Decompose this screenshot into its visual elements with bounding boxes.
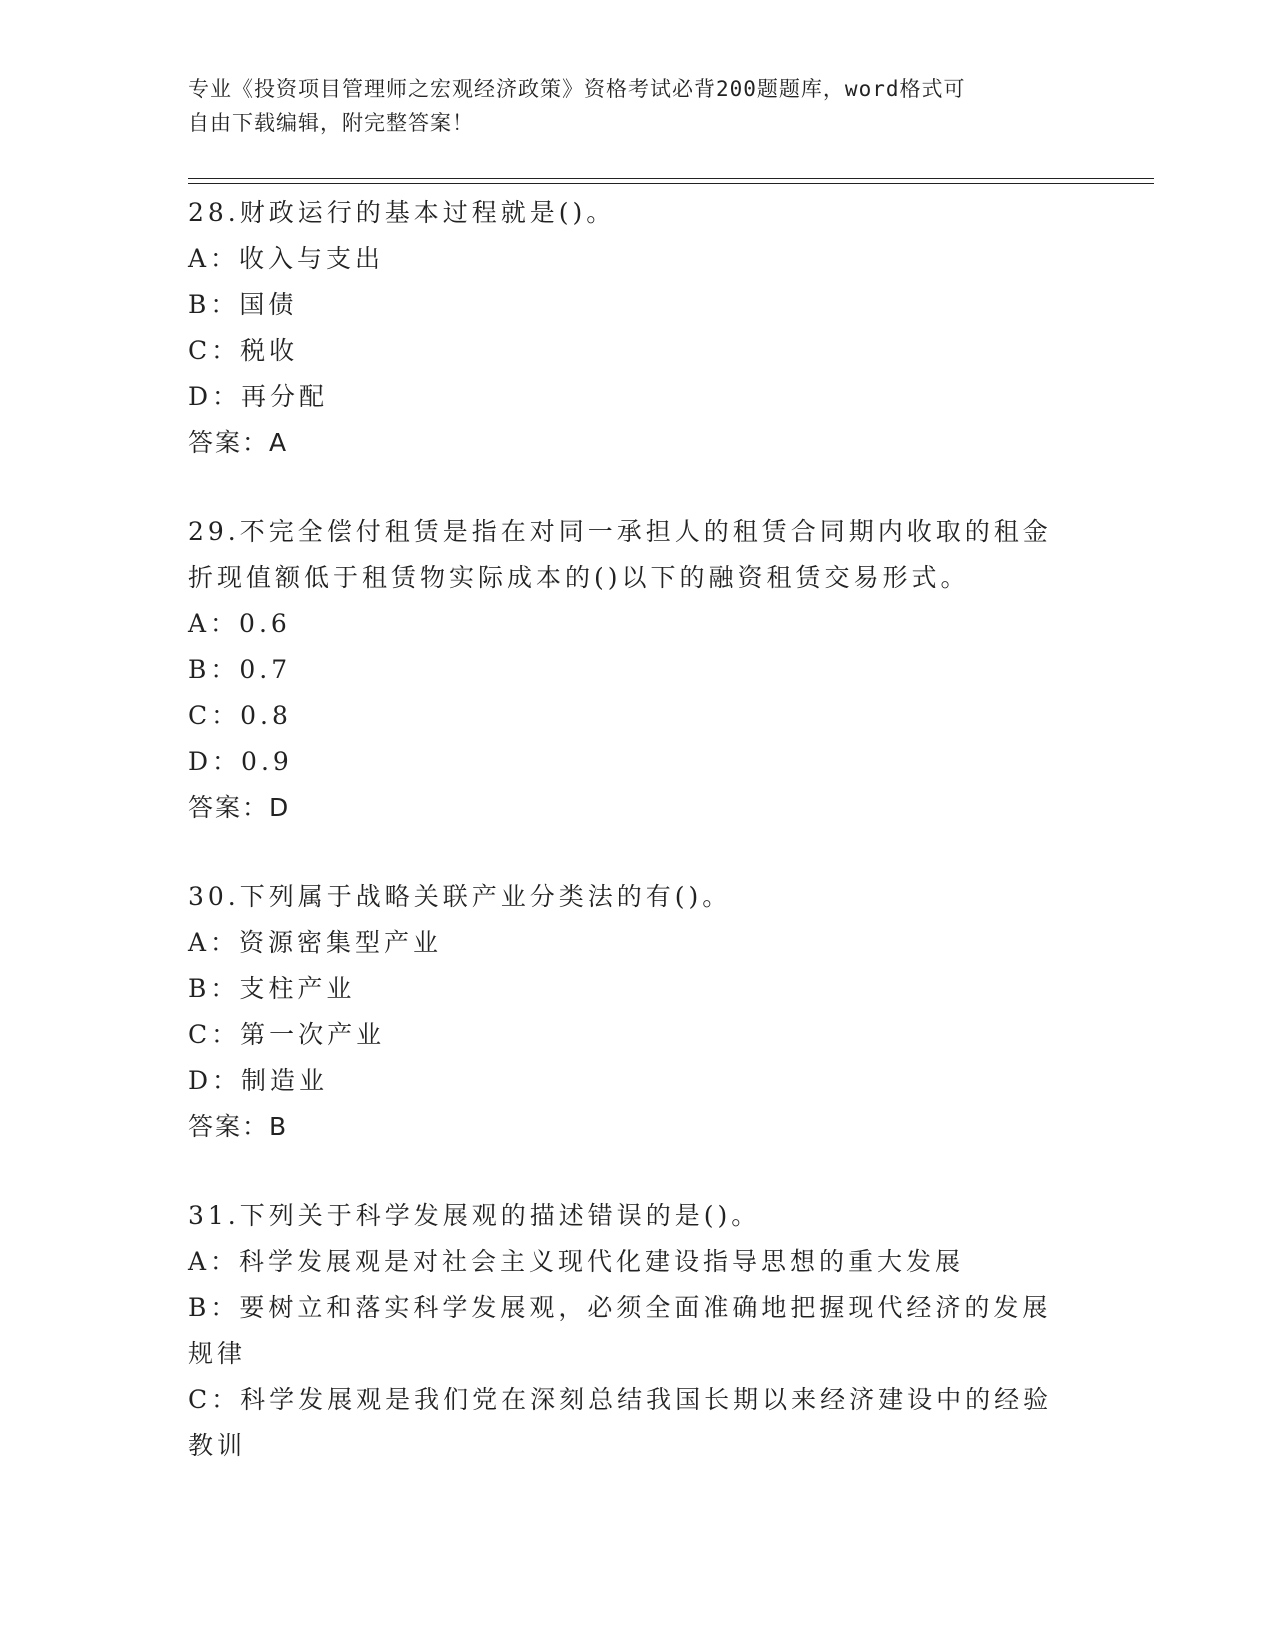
answer-label: 答案：D (188, 793, 291, 822)
option-b: B：0.7 (188, 655, 292, 684)
answer-label: 答案：B (188, 1112, 289, 1141)
option-c: C：第一次产业 (188, 1020, 386, 1049)
option-a: A：科学发展观是对社会主义现代化建设指导思想的重大发展 (188, 1247, 965, 1276)
question-list (188, 190, 1078, 1512)
option-a: A：资源密集型产业 (188, 928, 443, 957)
option-b: B：支柱产业 (188, 974, 356, 1003)
option-d: D：0.9 (188, 747, 293, 776)
document-header (188, 72, 1068, 140)
header-line-1: 专业《投资项目管理师之宏观经济政策》资格考试必背200题题库，word格式可 (188, 77, 966, 101)
question-30 (188, 874, 1078, 1150)
option-d: D：制造业 (188, 1066, 329, 1095)
question-text: 30.下列属于战略关联产业分类法的有()。 (188, 882, 732, 911)
question-text: 28.财政运行的基本过程就是()。 (188, 198, 616, 227)
question-29 (188, 509, 1078, 831)
option-d: D：再分配 (188, 382, 329, 411)
question-28 (188, 190, 1078, 466)
option-b: B：要树立和落实科学发展观，必须全面准确地把握现代经济的发展规律 (188, 1293, 1052, 1368)
question-31 (188, 1193, 1078, 1469)
header-divider-top (188, 178, 1154, 179)
answer-label: 答案：A (188, 428, 289, 457)
option-a: A：0.6 (188, 609, 291, 638)
option-b: B：国债 (188, 290, 298, 319)
option-c: C：科学发展观是我们党在深刻总结我国长期以来经济建设中的经验教训 (188, 1385, 1053, 1460)
header-divider-bottom (188, 183, 1154, 184)
option-c: C：税收 (188, 336, 299, 365)
question-text: 31.下列关于科学发展观的描述错误的是()。 (188, 1201, 761, 1230)
option-a: A：收入与支出 (188, 244, 385, 273)
option-c: C：0.8 (188, 701, 292, 730)
header-line-2: 自由下载编辑，附完整答案！ (188, 111, 474, 135)
question-text: 29.不完全偿付租赁是指在对同一承担人的租赁合同期内收取的租金折现值额低于租赁物实际成本的()以下的融资租赁交易形式。 (188, 517, 1052, 592)
